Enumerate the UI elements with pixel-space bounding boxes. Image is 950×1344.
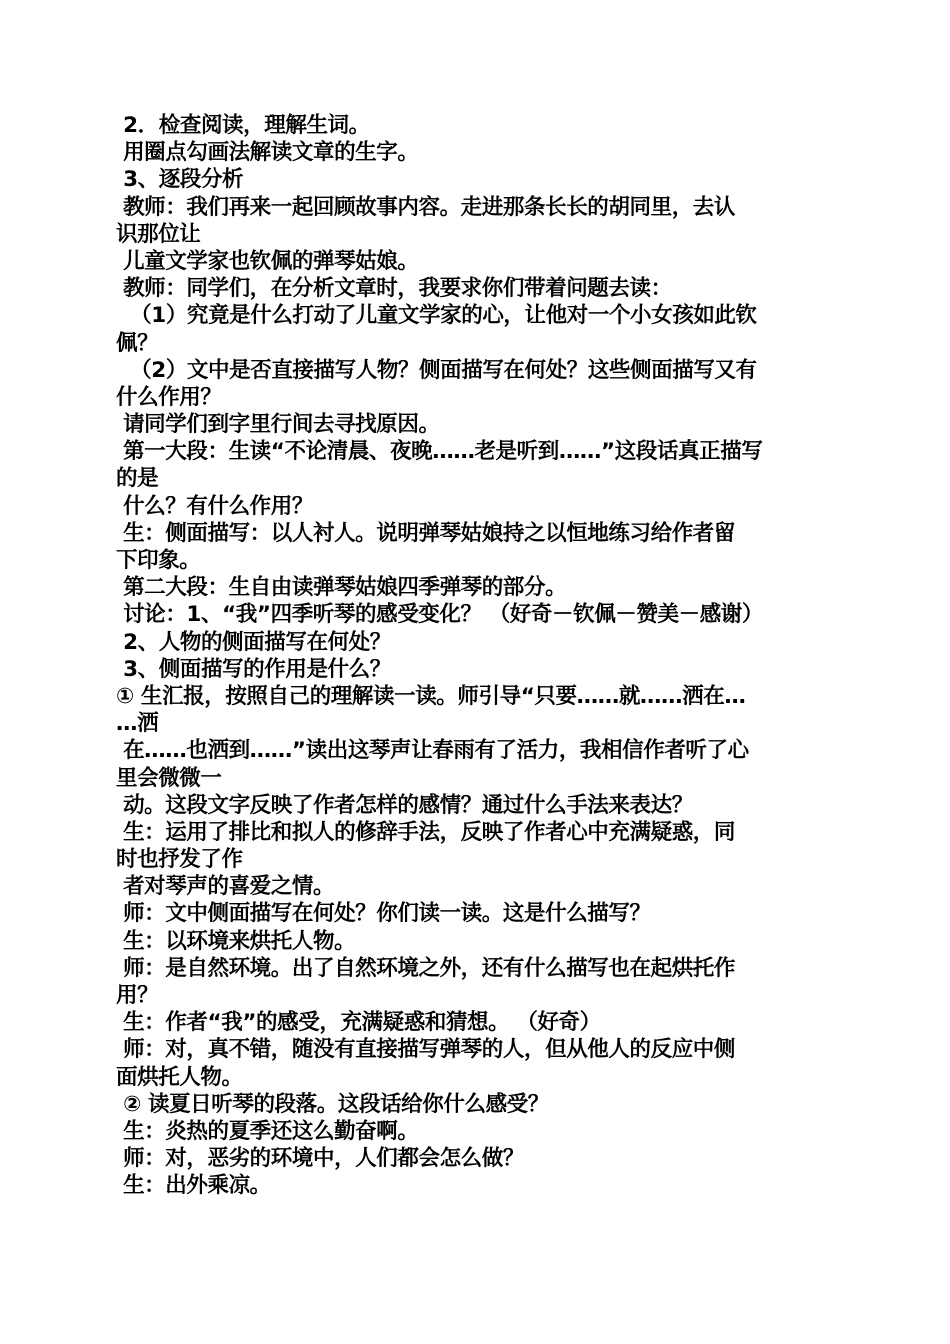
text-line: 师：对，恶劣的环境中，人们都会怎么做？ bbox=[116, 1146, 524, 1172]
text-line: 请同学们到字里行间去寻找原因。 bbox=[116, 412, 440, 438]
text-line: ② 读夏日听琴的段落。这段话给你什么感受？ bbox=[116, 1091, 549, 1117]
text-line: 生：作者“我”的感受，充满疑惑和猜想。 （好奇） bbox=[116, 1010, 601, 1036]
text-line: （1）究竟是什么打动了儿童文学家的心，让他对一个小女孩如此钦 bbox=[116, 303, 757, 329]
text-line: 儿童文学家也钦佩的弹琴姑娘。 bbox=[116, 248, 419, 274]
text-line: 教师：同学们，在分析文章时，我要求你们带着问题去读： bbox=[116, 276, 672, 302]
text-line: …洒 bbox=[116, 711, 159, 737]
text-line: 生：炎热的夏季还这么勤奋啊。 bbox=[116, 1118, 419, 1144]
text-line: 佩？ bbox=[116, 330, 159, 356]
text-line: 面烘托人物。 bbox=[116, 1064, 243, 1090]
text-line: 2、人物的侧面描写在何处？ bbox=[116, 629, 391, 655]
text-line: 第二大段：生自由读弹琴姑娘四季弹琴的部分。 bbox=[116, 575, 567, 601]
text-line: 什么作用？ bbox=[116, 384, 222, 410]
text-line: 识那位让 bbox=[116, 221, 201, 247]
text-line: 第一大段：生读“不论清晨、夜晚……老是听到……”这段话真正描写 bbox=[116, 439, 763, 465]
text-line: 3、逐段分析 bbox=[116, 167, 244, 193]
text-line: 3、侧面描写的作用是什么？ bbox=[116, 656, 391, 682]
text-line: 用？ bbox=[116, 983, 159, 1008]
text-line: 的是 bbox=[116, 466, 159, 492]
text-line: 什么？有什么作用？ bbox=[116, 493, 313, 519]
text-line: 动。这段文字反映了作者怎样的感情？通过什么手法来表达？ bbox=[116, 792, 693, 818]
text-line: 者对琴声的喜爱之情。 bbox=[116, 874, 335, 900]
text-line: 讨论：1、“我”四季听琴的感受变化？ （好奇－钦佩－赞美－感谢） bbox=[116, 602, 763, 628]
text-line: ① 生汇报，按照自己的理解读一读。师引导“只要……就……洒在… bbox=[116, 683, 746, 709]
text-line: 在……也洒到……”读出这琴声让春雨有了活力，我相信作者听了心 bbox=[116, 738, 749, 764]
text-line: 生：以环境来烘托人物。 bbox=[116, 928, 356, 954]
text-line: 生：出外乘凉。 bbox=[116, 1173, 271, 1199]
text-line: 生：运用了排比和拟人的修辞手法，反映了作者心中充满疑惑，同 bbox=[116, 819, 735, 845]
text-line: 师：是自然环境。出了自然环境之外，还有什么描写也在起烘托作 bbox=[116, 955, 735, 981]
text-line: 教师：我们再来一起回顾故事内容。走进那条长长的胡同里，去认 bbox=[116, 194, 735, 220]
text-line: （2）文中是否直接描写人物？侧面描写在何处？这些侧面描写又有 bbox=[116, 357, 757, 383]
text-line: 师：文中侧面描写在何处？你们读一读。这是什么描写？ bbox=[116, 901, 651, 927]
text-line: 2．检查阅读，理解生词。 bbox=[116, 113, 370, 138]
text-line: 时也抒发了作 bbox=[116, 847, 243, 873]
text-line: 生：侧面描写：以人衬人。说明弹琴姑娘持之以恒地练习给作者留 bbox=[116, 520, 735, 546]
text-line: 下印象。 bbox=[116, 548, 201, 573]
text-line: 师：对，真不错，随没有直接描写弹琴的人，但从他人的反应中侧 bbox=[116, 1037, 735, 1063]
document-body bbox=[116, 112, 836, 1200]
text-line: 里会微微一 bbox=[116, 765, 222, 791]
text-line: 用圈点勾画法解读文章的生字。 bbox=[116, 140, 419, 166]
